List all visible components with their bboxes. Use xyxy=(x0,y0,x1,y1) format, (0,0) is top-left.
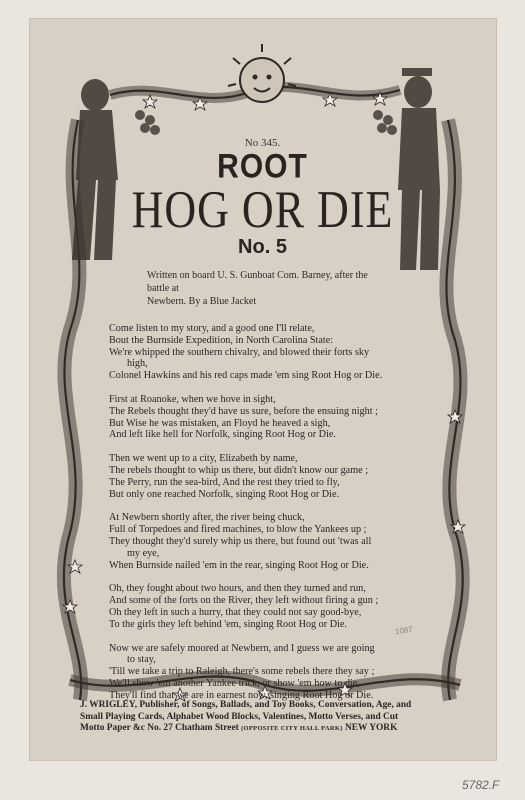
title-root: ROOT xyxy=(217,147,308,186)
verse-line: Oh, they fought about two hours, and then they turned and run, xyxy=(109,583,366,595)
verse-line: They'll find that we are in earnest now, singing Root Hog or Die. xyxy=(109,689,374,701)
song-verses xyxy=(109,323,415,714)
title-number: No. 5 xyxy=(238,236,287,258)
verse-line: To the girls they left behind 'em, singing Root Hog or Die. xyxy=(109,618,347,630)
verse-line: They thought they'd surely whip us there, but found out 'twas all xyxy=(109,535,372,547)
verse-line: The Perry, run the sea-bird, And the rest they tried to fly, xyxy=(109,476,340,488)
verse-line: high, xyxy=(127,358,148,370)
verse-line: Now we are safely moored at Newbern, and I guess we are going xyxy=(109,642,375,654)
imprint-city: NEW YORK xyxy=(345,723,398,734)
stanza xyxy=(109,583,415,630)
verse-line: The Rebels thought they'd have us sure, before the ensuing night ; xyxy=(109,405,378,417)
pencil-note: 1087 xyxy=(394,624,414,637)
catalog-number: 5782.F xyxy=(462,778,500,792)
verse-line: Full of Torpedoes and fired machines, to blow the Yankees up ; xyxy=(109,524,367,536)
verse-line: And some of the forts on the River, they left without firing a gun ; xyxy=(109,595,379,607)
subtitle-line: Written on board U. S. Gunboat Com. Barney, after the battle at xyxy=(147,270,368,294)
imprint-line xyxy=(80,723,450,735)
stanza xyxy=(109,394,415,441)
imprint-line: J. WRIGLEY, Publisher, of Songs, Ballads, and Toy Books, Conversation, Age, and xyxy=(80,700,412,710)
verse-line: We're whipped the southern chivalry, and blowed their forts sky xyxy=(109,346,370,358)
stanza xyxy=(109,512,415,571)
verse-line: Oh they left in such a hurry, that they could not say good-bye, xyxy=(109,606,362,618)
verse-line: We'll show 'em another Yankee trick, or show 'em how to die, xyxy=(109,677,360,689)
title-hog-or-die: HOG OR DIE xyxy=(131,180,394,239)
verse-line: Bout the Burnside Expedition, in North Carolina State: xyxy=(109,334,334,346)
subtitle-line: Newbern. By a Blue Jacket xyxy=(147,296,257,307)
verse-line: But Wise he was mistaken, an Floyd he heaved a sigh, xyxy=(109,417,331,429)
verse-line: 'Till we take a trip to Raleigh, there's some rebels there they say ; xyxy=(109,666,375,678)
verse-line: Then we went up to a city, Elizabeth by name, xyxy=(109,453,298,465)
stanza xyxy=(109,323,415,382)
verse-line: But only one reached Norfolk, singing Root Hog or Die. xyxy=(109,488,340,500)
imprint-line: Small Playing Cards, Alphabet Wood Blocks, Valentines, Motto Verses, and Cut xyxy=(80,711,399,722)
verse-line: When Burnside nailed 'em in the rear, singing Root Hog or Die. xyxy=(109,559,369,571)
verse-line: And left like hell for Norfolk, singing Root Hog or Die. xyxy=(109,429,336,441)
imprint-location-note: (OPPOSITE CITY HALL PARK) xyxy=(241,725,343,733)
verse-line: At Newbern shortly after, the river being chuck, xyxy=(109,512,305,524)
stanza xyxy=(109,643,415,702)
imprint-address: Motto Paper &c No. 27 Chatham Street xyxy=(80,723,239,734)
verse-line: Colonel Hawkins and his red caps made 'em sing Root Hog or Die. xyxy=(109,370,383,382)
broadside-number: No 345. xyxy=(244,137,281,149)
verse-line: Come listen to my story, and a good one I'll relate, xyxy=(109,323,315,334)
stanza xyxy=(109,453,415,500)
verse-line: to stay, xyxy=(127,654,156,666)
publisher-imprint xyxy=(80,700,450,735)
subtitle xyxy=(147,269,387,308)
verse-line: my eye, xyxy=(127,547,160,559)
verse-line: The rebels thought to whip us there, but didn't know our game ; xyxy=(109,464,369,476)
verse-line: First at Roanoke, when we hove in sight, xyxy=(109,393,276,405)
